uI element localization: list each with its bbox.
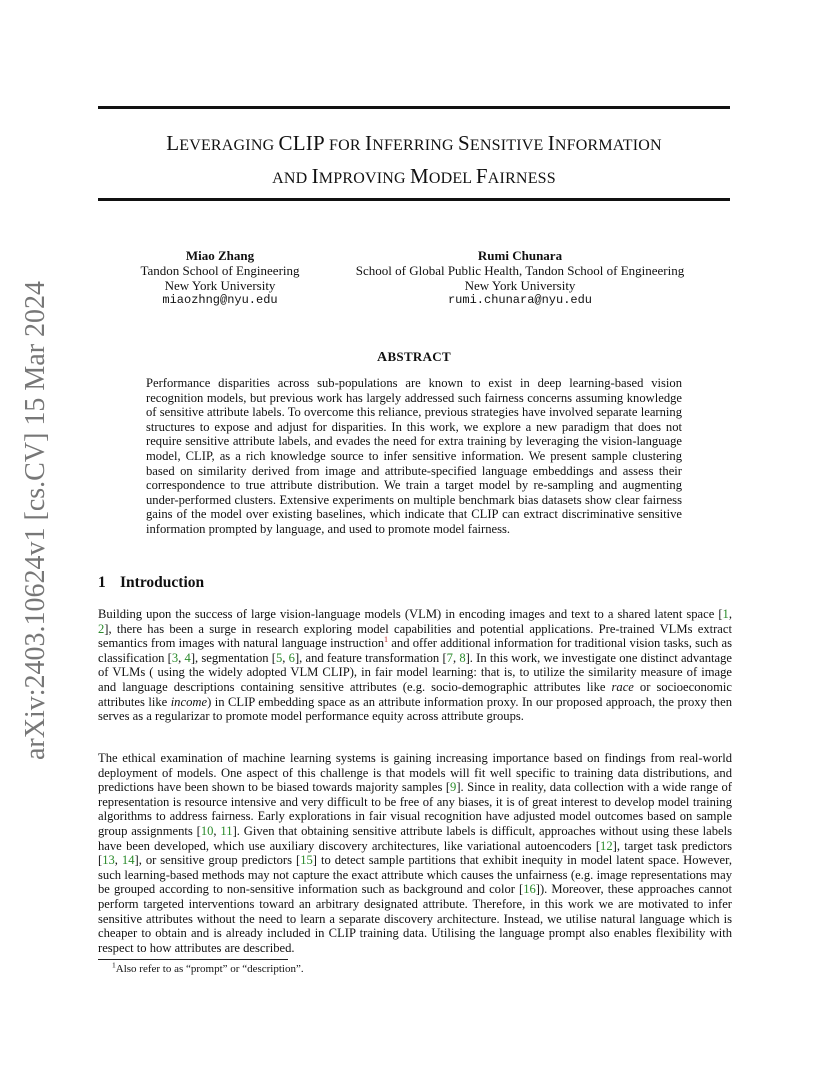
citation-link[interactable]: 13 bbox=[102, 853, 115, 868]
author-email[interactable]: miaozhng@nyu.edu bbox=[162, 293, 278, 307]
author-affiliation: School of Global Public Health, Tandon School of Engineering bbox=[355, 263, 685, 278]
citation-link[interactable]: 11 bbox=[220, 823, 233, 838]
citation-link[interactable]: 12 bbox=[600, 838, 613, 853]
author-block-1 bbox=[128, 248, 312, 308]
italic-term: income bbox=[170, 694, 208, 709]
title-small-caps: ODEL bbox=[428, 170, 476, 187]
title-cap-letter: I bbox=[364, 131, 373, 155]
abstract-heading-cap: A bbox=[377, 350, 388, 365]
abstract-heading-rest: BSTRACT bbox=[387, 349, 451, 364]
citation-link[interactable]: 16 bbox=[523, 882, 536, 897]
citation-link[interactable]: 3 bbox=[171, 650, 179, 665]
title-small-caps: MPROVING bbox=[318, 170, 410, 187]
citation-link[interactable]: 9 bbox=[450, 780, 457, 795]
footnote-text: Also refer to as “prompt” or “description”. bbox=[115, 963, 304, 975]
title-line-2 bbox=[98, 161, 730, 194]
title-cap-letter: I bbox=[547, 131, 555, 155]
section-number: 1 bbox=[98, 574, 106, 591]
title-small-caps: AIRNESS bbox=[487, 170, 556, 187]
title-small-caps: AND bbox=[272, 170, 312, 187]
author-block-2 bbox=[340, 248, 700, 308]
title-top-rule bbox=[98, 106, 730, 109]
intro-paragraph-2: The ethical examination of machine learning systems is gaining increasing importance based on findings from real-world deployment of models. One aspect of this challenge is that models will fit well specific to training data distributions, and predictions have been shown to be biased towards majority samples [9]. Since in reality, data collection with a wide range of representation is resource intensive and very difficult to be free of any biases, it is of great interest to develop model training algorithms to address fairness. Early explorations in fair visual recognition have adjusted model outcomes based on sample group assignments [10, 11]. Given that obtaining sensitive attribute labels is difficult, approaches without using these labels have been developed, which use auxiliary discovery architectures, like variational autoencoders [12], target task predictors [13, 14], or sensitive group predictors [15] to detect sample partitions that exhibit inequity in model latent space. However, such learning-based methods may not capture the exact attribute which causes the unfairness (e.g. image representations may be grouped according to non-sensitive information such as background and color [16]). Moreover, these approaches cannot perform targeted interventions toward an arbitrary designated attribute. Therefore, in this work we are motivated to infer sensitive attributes without the need to learn a separate discovery architecture. Instead, we utilise natural language which is cheaper to obtain and is already included in CLIP training data. Utilising the language prompt also enables flexibility with respect to how attributes are described. bbox=[98, 751, 733, 955]
title-cap-letter: M bbox=[409, 164, 429, 188]
title-bottom-rule bbox=[98, 198, 730, 201]
citation-link[interactable]: 8 bbox=[459, 650, 466, 665]
title-small-caps: ENSITIVE bbox=[469, 137, 548, 154]
title-small-caps: FOR bbox=[324, 137, 365, 154]
title-small-caps: EVERAGING bbox=[179, 137, 279, 154]
paper-title bbox=[98, 128, 730, 194]
italic-term: race bbox=[611, 679, 634, 694]
citation-link[interactable]: 14 bbox=[121, 853, 135, 868]
footnote-mark: 1 bbox=[112, 960, 116, 970]
citation-link[interactable]: 1 bbox=[722, 607, 729, 621]
author-name: Rumi Chunara bbox=[477, 248, 563, 263]
title-cap-letter: S bbox=[458, 131, 470, 155]
abstract-text: Performance disparities across sub-populations are known to exist in deep learning-based vision recognition models, but previous work has largely addressed such fairness concerns assuming knowledge of sensitive attribute labels. To overcome this reliance, previous strategies have involved separate learning structures to expose and adjust for disparities. In this work, we explore a new paradigm that does not require sensitive attribute labels, and evades the need for extra training by leveraging the vision-language model, CLIP, as a rich knowledge source to infer sensitive information. We present sample clustering based on similarity derived from image and attribute-specified language embeddings and assess their correspondence to true attribute distribution. We train a target model by re-sampling and augmenting under-performed clusters. Extensive experiments on multiple benchmark bias datasets show clear fairness gains of the model over existing baselines, which indicate that CLIP can extract discriminative sensitive information prompted by language, and used to promote model fairness. bbox=[146, 376, 682, 536]
footnote-marker[interactable]: 1 bbox=[384, 635, 389, 644]
title-small-caps: NFORMATION bbox=[554, 137, 662, 154]
citation-link[interactable]: 5 bbox=[275, 650, 283, 665]
author-university: New York University bbox=[164, 278, 276, 293]
citation-link[interactable]: 6 bbox=[288, 650, 295, 665]
title-cap-letter: I bbox=[311, 164, 319, 188]
title-cap-letter: CLIP bbox=[278, 131, 325, 155]
footnote bbox=[112, 960, 304, 976]
abstract-heading bbox=[98, 349, 730, 366]
title-line-1 bbox=[98, 128, 730, 161]
author-name: Miao Zhang bbox=[185, 248, 255, 263]
intro-paragraph-1: Building upon the success of large vision-language models (VLM) in encoding images and text to a shared latent space [1, 2], there has been a surge in research exploring model capabilities and potential applications. Pre-trained VLMs extract semantics from images with natural language instruction$^1$ and offer additional information for traditional vision tasks, such as classification [3, 4], segmentation [5, 6], and feature transformation [7, 8]. In this work, we investigate one distinct advantage of VLMs ( using the widely adopted VLM CLIP), in fair model learning: that is, to utilize the similarity measure of image and language descriptions containing sensitive attributes (e.g. socio-demographic attributes like race or socioeconomic attributes like income) in CLIP embedding space as an attribute information proxy. In our proposed approach, the proxy then serves as a regularizar to promote model performance equity across attribute groups. bbox=[98, 607, 733, 724]
title-cap-letter: F bbox=[475, 164, 488, 188]
citation-link[interactable]: 4 bbox=[184, 650, 191, 665]
author-email[interactable]: rumi.chunara@nyu.edu bbox=[447, 293, 593, 307]
footnote-rule bbox=[98, 959, 288, 960]
section-heading bbox=[98, 574, 204, 592]
citation-link[interactable]: 7 bbox=[446, 650, 453, 665]
author-affiliation: Tandon School of Engineering bbox=[140, 263, 300, 278]
title-cap-letter: L bbox=[166, 131, 180, 155]
arxiv-identifier: arXiv:2403.10624v1 [cs.CV] 15 Mar 2024 bbox=[20, 280, 51, 760]
section-title: Introduction bbox=[120, 574, 205, 591]
citation-link[interactable]: 10 bbox=[200, 823, 214, 838]
author-university: New York University bbox=[464, 278, 576, 293]
citation-link[interactable]: 2 bbox=[98, 621, 105, 636]
citation-link[interactable]: 15 bbox=[300, 853, 313, 868]
title-small-caps: NFERRING bbox=[372, 137, 458, 154]
